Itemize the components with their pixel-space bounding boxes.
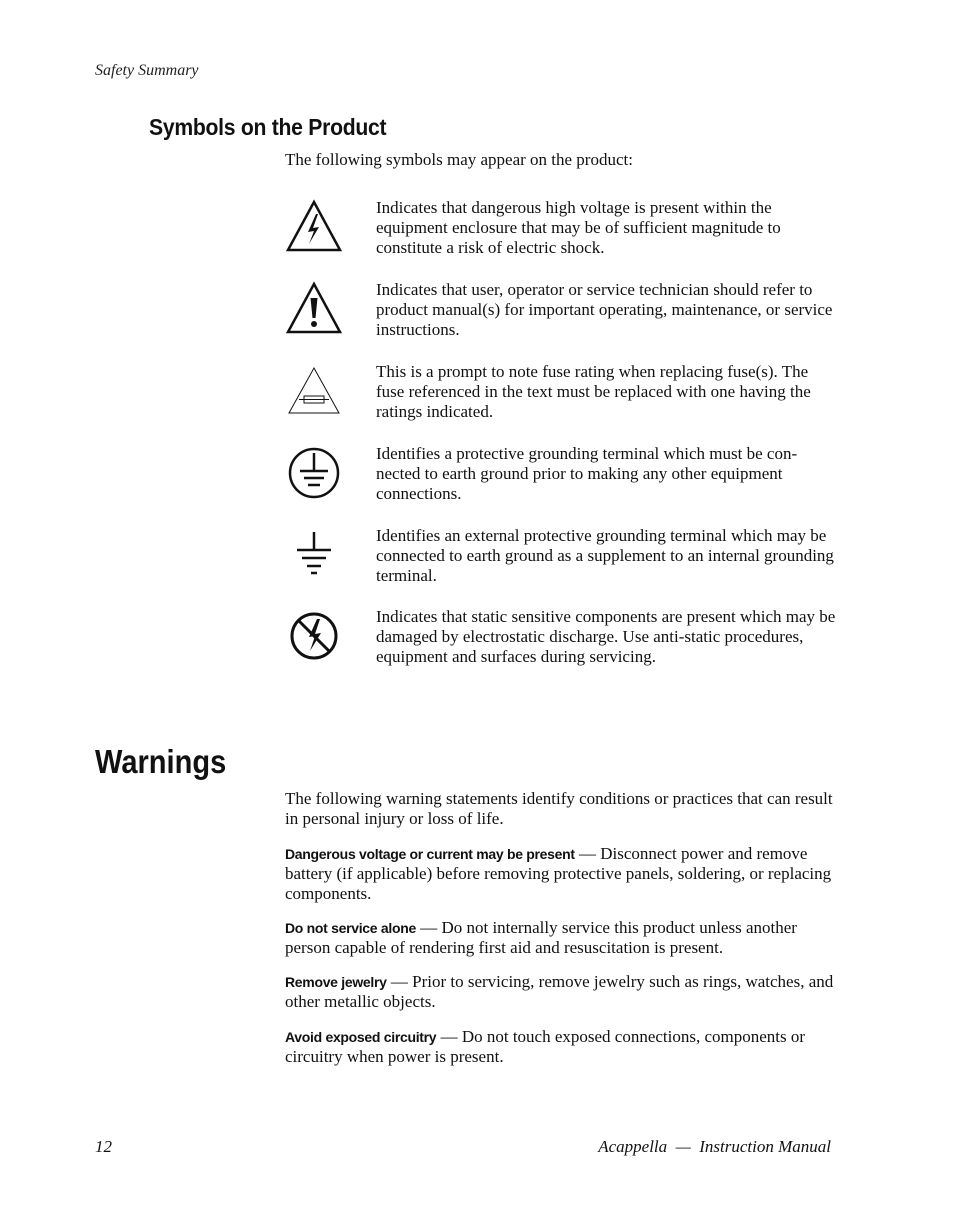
symbol-row-protective-ground <box>285 444 845 508</box>
protective-ground-icon <box>285 444 343 502</box>
warning-lead: Remove jewelry <box>285 974 387 990</box>
fuse-icon <box>285 362 343 420</box>
warning-text: — Prior to servicing, remove jewelry such as rings, watches, and other metallic objects. <box>285 972 834 1011</box>
symbol-description: Identifies an external protective grounding terminal which may be connected to earth ground as a supplement to an internal grounding terminal. <box>376 526 834 585</box>
warnings-heading: Warnings <box>95 743 227 780</box>
warning-item <box>285 918 835 958</box>
symbols-heading: Symbols on the Product <box>149 114 387 140</box>
high-voltage-icon <box>285 198 343 256</box>
running-header: Safety Summary <box>95 62 199 79</box>
symbol-row-external-ground <box>285 526 845 590</box>
symbol-row-fuse <box>285 362 845 426</box>
warning-lead: Avoid exposed circuitry <box>285 1029 437 1045</box>
warning-item <box>285 844 835 904</box>
warning-text: — Do not touch exposed connections, components or circuitry when power is present. <box>285 1027 806 1066</box>
warning-text: — Do not internally service this product unless another person capable of rendering first aid and resuscitation is present. <box>285 918 797 957</box>
page-number: 12 <box>95 1137 112 1156</box>
warning-lead: Do not service alone <box>285 920 416 936</box>
symbol-description: Identifies a protective grounding terminal which must be con-nected to earth ground prior to making any other equipment connections. <box>376 444 798 503</box>
symbol-row-esd <box>285 607 845 671</box>
warning-item <box>285 1027 835 1067</box>
warnings-intro: The following warning statements identify conditions or practices that can result in personal injury or loss of life. <box>285 789 833 828</box>
symbol-description: Indicates that dangerous high voltage is present within the equipment enclosure that may be of sufficient magnitude to constitute a risk of electric shock. <box>376 198 781 257</box>
warning-item <box>285 972 835 1012</box>
symbol-description: This is a prompt to note fuse rating when replacing fuse(s). The fuse referenced in the text must be replaced with one having the ratings indicated. <box>376 362 811 421</box>
symbol-description: Indicates that user, operator or service technician should refer to product manual(s) for important operating, maintenance, or service instructions. <box>376 280 833 339</box>
external-ground-icon <box>285 526 343 584</box>
warning-lead: Dangerous voltage or current may be present <box>285 846 575 862</box>
symbols-intro: The following symbols may appear on the product: <box>285 150 633 169</box>
esd-icon <box>285 607 343 665</box>
symbol-description: Indicates that static sensitive components are present which may be damaged by electrostatic discharge. Use anti-static procedures, equipment and surfaces during servicing. <box>376 607 836 666</box>
warning-text: — Disconnect power and remove battery (if applicable) before removing protective panels, soldering, or replacing components. <box>285 844 832 903</box>
footer-title: Acappella — Instruction Manual <box>598 1137 831 1156</box>
symbol-row-high-voltage <box>285 198 845 262</box>
symbol-row-caution <box>285 280 845 344</box>
caution-exclamation-icon <box>285 280 343 338</box>
